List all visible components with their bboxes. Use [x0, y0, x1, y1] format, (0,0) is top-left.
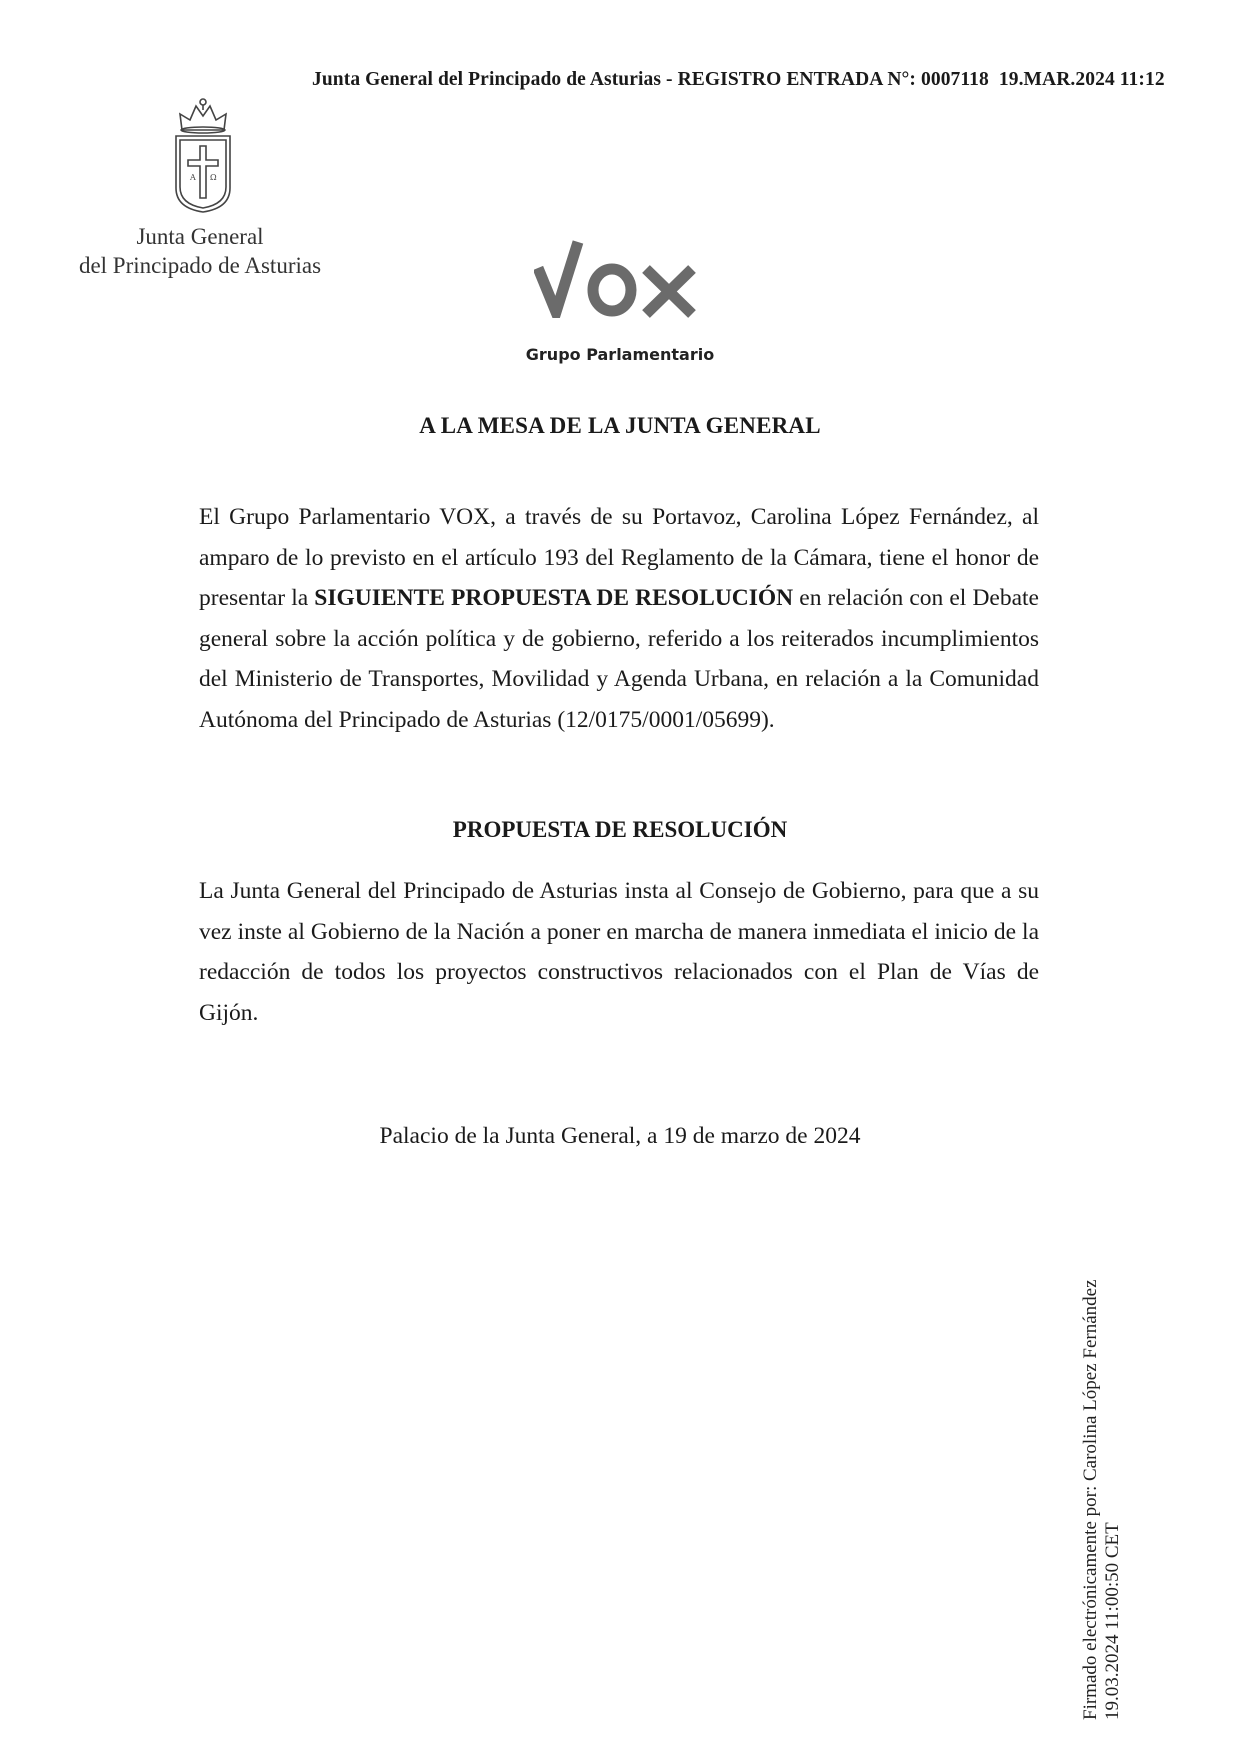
registry-datetime: 19.MAR.2024 11:12	[998, 69, 1165, 90]
intro-text-start: El Grupo Parlamentario VOX, a través de su Portavoz, Carolina López Fernández, al amparo de lo previsto en el artículo 193 del Reglamento de la Cámara, tiene el honor de presentar la	[199, 504, 1039, 611]
institution-name-line1: Junta General	[136, 224, 264, 249]
vox-logo	[534, 238, 702, 318]
proposal-paragraph: La Junta General del Principado de Asturias insta al Consejo de Gobierno, para que a su vez inste al Gobierno de la Nación a poner en marcha de manera inmediata el inicio de la redacción de todos los proyectos constructivos relacionados con el Plan de Vías de Gijón.	[199, 878, 1039, 1026]
intro-paragraph	[199, 497, 1039, 740]
intro-text-end: en relación con el Debate general sobre la acción política y de gobierno, referido a los reiterados incumplimientos del Ministerio de Transportes, Movilidad y Agenda Urbana, en relación a la Comunidad Autónoma del Principado de Asturias (12/0175/0001/05699).	[199, 585, 1039, 733]
registry-entry-text: Junta General del Principado de Asturias - REGISTRO ENTRADA N°: 0007118	[312, 69, 989, 90]
signature-signer: Firmado electrónicamente por: Carolina López Fernández	[1080, 1279, 1101, 1720]
addressee-heading: A LA MESA DE LA JUNTA GENERAL	[419, 413, 821, 438]
institution-name-line2: del Principado de Asturias	[78, 253, 322, 278]
registry-stamp	[312, 69, 1202, 91]
electronic-signature	[1080, 1220, 1124, 1720]
svg-text:Ω: Ω	[210, 173, 217, 182]
place-and-date: Palacio de la Junta General, a 19 de marzo de 2024	[379, 1123, 861, 1149]
svg-text:A: A	[190, 173, 196, 182]
parliamentary-group-label: Grupo Parlamentario	[525, 345, 715, 364]
institution-name	[60, 222, 340, 280]
proposal-heading: PROPUESTA DE RESOLUCIÓN	[452, 817, 788, 842]
signature-timestamp: 19.03.2024 11:00:50 CET	[1102, 1522, 1123, 1720]
asturias-coat-of-arms-icon	[168, 96, 238, 214]
intro-bold-phrase: SIGUIENTE PROPUESTA DE RESOLUCIÓN	[314, 585, 794, 611]
